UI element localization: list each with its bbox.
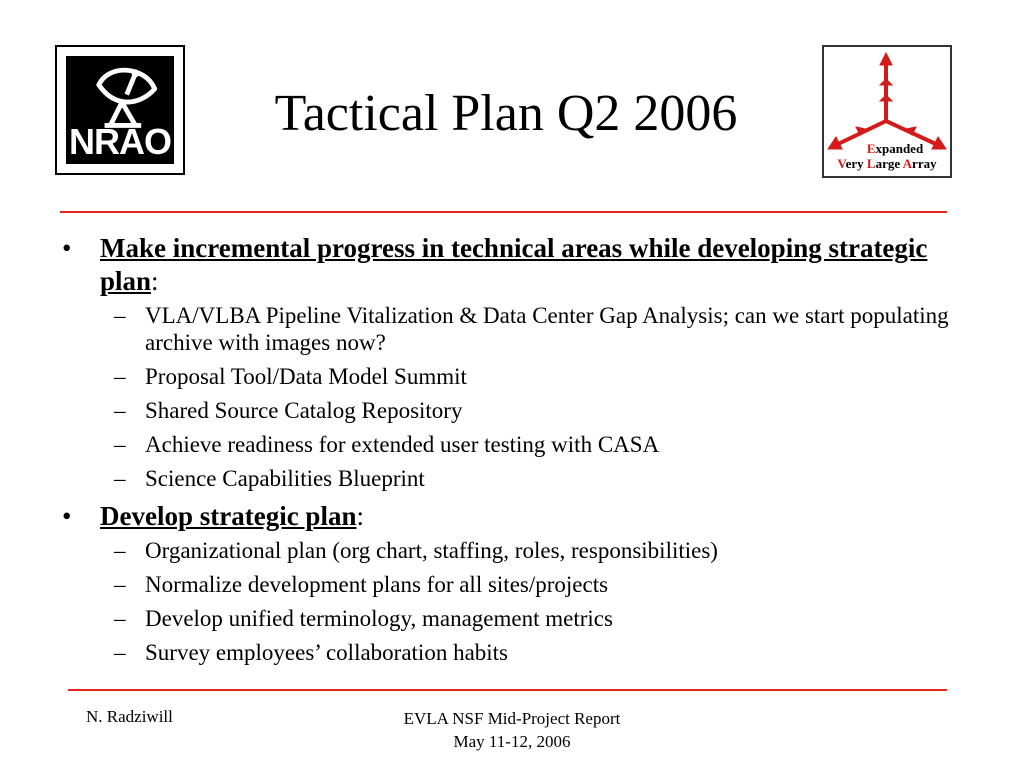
list-item: – Develop unified terminology, management metrics <box>114 606 613 631</box>
list-item: – Organizational plan (org chart, staffing, roles, responsibilities) <box>114 538 718 563</box>
bullet-heading: Develop strategic plan <box>100 501 357 531</box>
bullet-heading: Make incremental progress in technical areas while developing strategic plan <box>100 233 928 296</box>
dash-marker: – <box>114 466 126 491</box>
slide-title: Tactical Plan Q2 2006 <box>274 85 738 142</box>
evla-caption-line2: Very Large Array <box>837 156 937 171</box>
nrao-logo <box>55 45 185 175</box>
title-divider <box>60 211 947 213</box>
dash-marker: – <box>114 640 126 665</box>
list-item: – Proposal Tool/Data Model Summit <box>114 364 467 389</box>
evla-caption-line1: Expanded <box>866 141 924 156</box>
sub-list-technical <box>58 302 968 492</box>
dash-marker: – <box>114 572 126 597</box>
nrao-wordmark: NRAO <box>69 121 171 162</box>
list-item: – Shared Source Catalog Repository <box>114 398 463 423</box>
dash-marker: – <box>114 606 126 631</box>
bullet-marker: • <box>62 501 72 531</box>
bullet-suffix: : <box>356 501 364 531</box>
footer-event-name: EVLA NSF Mid-Project Report <box>403 709 621 728</box>
sub-list-strategic <box>58 537 968 666</box>
dash-marker: – <box>114 538 126 563</box>
list-item: – Normalize development plans for all sites/projects <box>114 572 609 597</box>
list-item: – Survey employees’ collaboration habits <box>114 640 509 665</box>
bullet-strategic-plan <box>58 500 968 533</box>
list-item: – Achieve readiness for extended user testing with CASA <box>114 432 660 457</box>
list-item: – VLA/VLBA Pipeline Vitalization & Data Center Gap Analysis; can we start populating archive with images now? <box>114 303 949 355</box>
bullet-technical-progress <box>58 232 968 298</box>
footer-divider <box>68 689 947 691</box>
footer-event <box>362 707 662 753</box>
list-item: – Science Capabilities Blueprint <box>114 466 425 491</box>
bullet-marker: • <box>62 233 72 263</box>
dash-marker: – <box>114 398 126 423</box>
bullet-suffix: : <box>151 266 159 296</box>
slide-body <box>58 232 968 674</box>
footer-author: N. Radziwill <box>86 707 173 726</box>
dash-marker: – <box>114 432 126 457</box>
dash-marker: – <box>114 364 126 389</box>
dash-marker: – <box>114 303 126 328</box>
footer-event-date: May 11-12, 2006 <box>453 732 571 751</box>
nrao-logo-background <box>66 56 174 164</box>
evla-logo <box>822 45 952 178</box>
